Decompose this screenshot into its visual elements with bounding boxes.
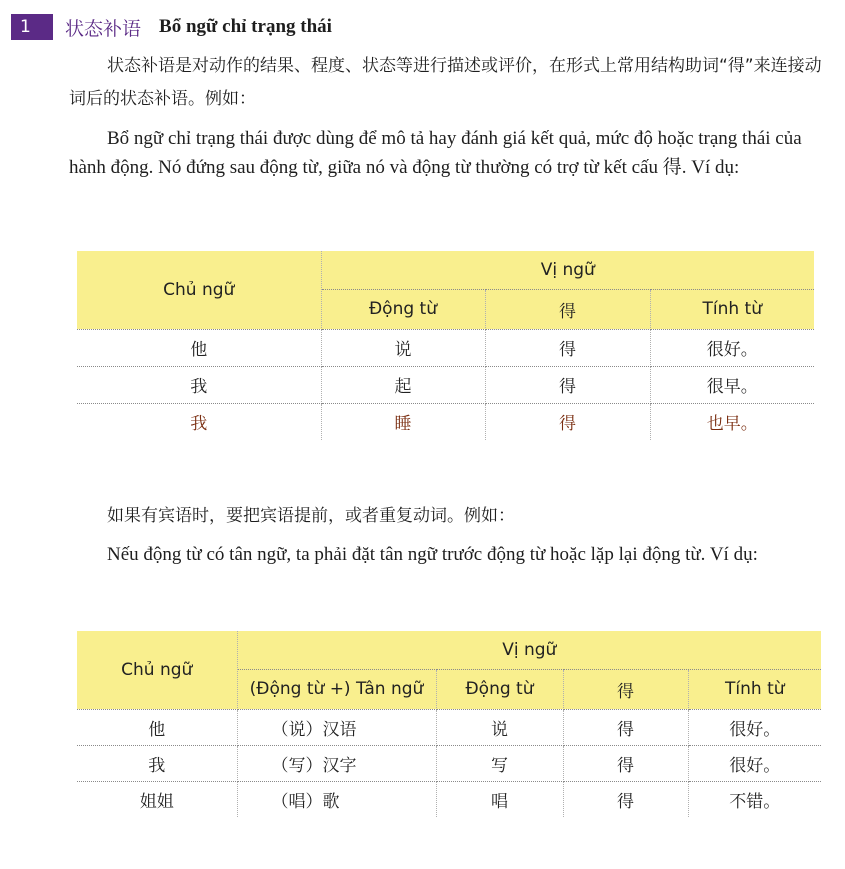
object-note-zh: 如果有宾语时，要把宾语提前，或者重复动词。例如： bbox=[107, 506, 515, 526]
header-subject: Chủ ngữ bbox=[77, 631, 237, 709]
cell-de: 得 bbox=[485, 329, 650, 366]
cell-verb: 起 bbox=[321, 366, 485, 403]
cell-de: 得 bbox=[485, 403, 650, 440]
cell-verb: 说 bbox=[321, 329, 485, 366]
cell-adjective: 很好。 bbox=[688, 709, 821, 745]
cell-adjective: 也早。 bbox=[706, 414, 758, 435]
header-adjective: Tính từ bbox=[650, 289, 814, 329]
table-row bbox=[77, 366, 814, 403]
cell-de: 得 bbox=[563, 709, 688, 745]
section-heading bbox=[11, 12, 332, 42]
header-predicate: Vị ngữ bbox=[237, 631, 821, 669]
intro-zh: 状态补语是对动作的结果、程度、状态等进行描述或评价，在形式上常用结构助词“得”来连接动词后的状态补语。例如： bbox=[69, 56, 822, 109]
header-verb: Động từ bbox=[436, 669, 563, 709]
table-row bbox=[77, 329, 814, 366]
header-adjective: Tính từ bbox=[688, 669, 821, 709]
cell-adjective: 不错。 bbox=[729, 791, 781, 812]
cell-verb: 说 bbox=[436, 709, 563, 745]
object-note-vi: Nếu động từ có tân ngữ, ta phải đặt tân ngữ trước động từ hoặc lặp lại động từ. Ví dụ: bbox=[107, 544, 758, 565]
cell-adjective: 很好。 bbox=[688, 745, 821, 781]
cell-verb: 写 bbox=[436, 745, 563, 781]
section-title-zh: 状态补语 bbox=[65, 17, 142, 40]
table-row bbox=[77, 709, 821, 745]
cell-object: （唱）歌 bbox=[237, 781, 436, 817]
cell-subject: 他 bbox=[77, 709, 237, 745]
table-row bbox=[77, 781, 821, 817]
cell-verb: 睡 bbox=[321, 403, 485, 440]
cell-subject: 我 bbox=[77, 366, 321, 403]
cell-adjective: 很早。 bbox=[650, 366, 814, 403]
cell-subject: 他 bbox=[77, 329, 321, 366]
cell-de: 得 bbox=[485, 366, 650, 403]
cell-object: （写）汉字 bbox=[237, 745, 436, 781]
header-de: 得 bbox=[563, 669, 688, 709]
cell-subject: 姐姐 bbox=[77, 781, 237, 817]
section-title-vi: Bổ ngữ chỉ trạng thái bbox=[159, 16, 332, 37]
header-predicate: Vị ngữ bbox=[321, 251, 814, 289]
table-row bbox=[77, 403, 814, 440]
cell-adjective: 很好。 bbox=[650, 329, 814, 366]
table-row bbox=[77, 745, 821, 781]
cell-subject: 我 bbox=[77, 403, 321, 440]
cell-subject: 我 bbox=[77, 745, 237, 781]
section-number: 1 bbox=[11, 14, 53, 40]
header-object: (Động từ +) Tân ngữ bbox=[237, 669, 436, 709]
cell-de: 得 bbox=[563, 781, 688, 817]
header-de: 得 bbox=[485, 289, 650, 329]
intro-vi: Bổ ngữ chỉ trạng thái được dùng để mô tả hay đánh giá kết quả, mức độ hoặc trạng thái của hành động. Nó đứng sau động từ, giữa nó và động từ thường có trợ từ kết cấu 得. Ví dụ: bbox=[69, 128, 802, 178]
table-object-complement bbox=[77, 631, 821, 817]
cell-de: 得 bbox=[563, 745, 688, 781]
table-state-complement bbox=[77, 251, 814, 440]
cell-object: （说）汉语 bbox=[237, 709, 436, 745]
header-subject: Chủ ngữ bbox=[77, 251, 321, 329]
header-verb: Động từ bbox=[321, 289, 485, 329]
cell-verb: 唱 bbox=[436, 781, 563, 817]
